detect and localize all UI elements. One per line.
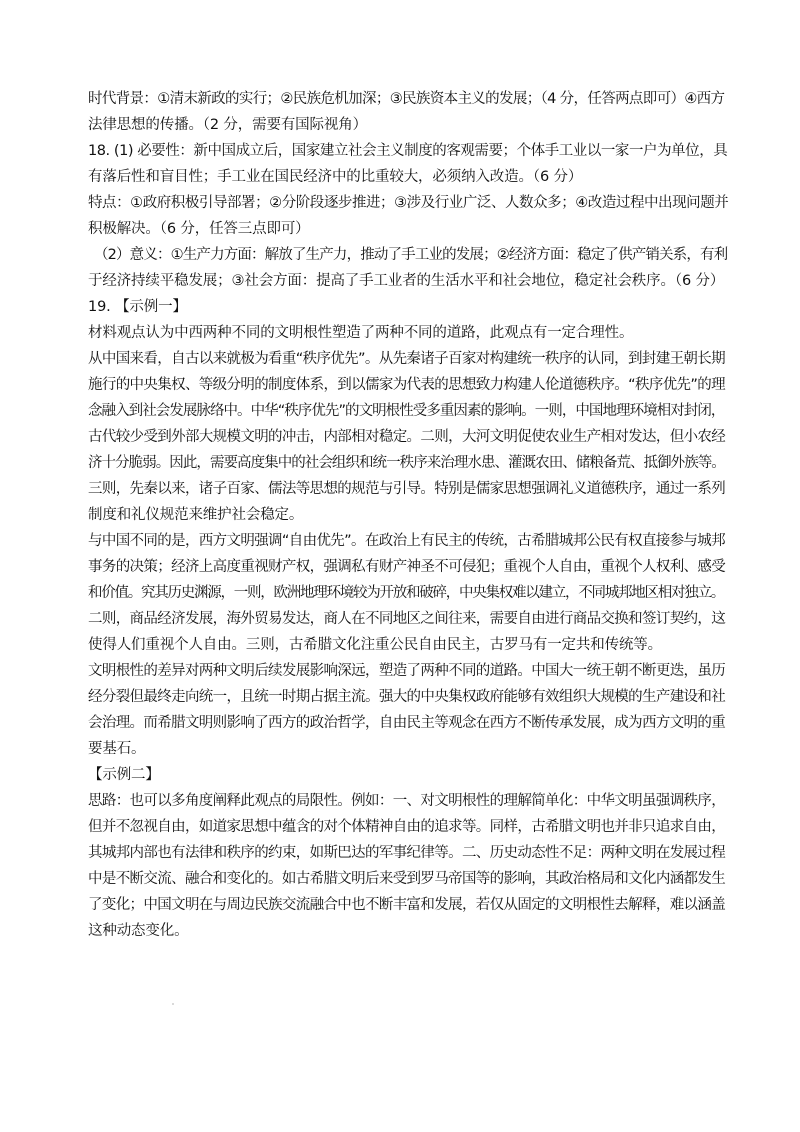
text-line: 于经济持续平稳发展；③社会方面：提高了手工业者的生活水平和社会地位，稳定社会秩序。（6 分） bbox=[88, 273, 725, 289]
text-line: 了变化；中国文明在与周边民族交流融合中也不断丰富和发展，若仅从固定的文明根性去解释，难以涵盖 bbox=[88, 897, 726, 913]
text-line: 二则，商品经济发展，海外贸易发达，商人在不同地区之间往来，需要自由进行商品交换和签订契约，这 bbox=[88, 611, 726, 627]
text-line: 使得人们重视个人自由。三则，古希腊文化注重公民自由民主，古罗马有一定共和传统等。 bbox=[88, 637, 662, 653]
text-line: 18. (1) 必要性：新中国成立后，国家建立社会主义制度的客观需要；个体手工业以一家一户为单位，具 bbox=[88, 143, 728, 159]
text-line: 文明根性的差异对两种文明后续发展影响深远，塑造了两种不同的道路。中国大一统王朝不断更迭，虽历 bbox=[88, 663, 726, 679]
text-line: 有落后性和盲目性；手工业在国民经济中的比重较大，必须纳入改造。（6 分） bbox=[88, 169, 583, 185]
text-line: 要基石。 bbox=[88, 741, 146, 757]
text-line: 制度和礼仪规范来维护社会稳定。 bbox=[88, 507, 304, 523]
text-line: 经分裂但最终走向统一，且统一时期占据主流。强大的中央集权政府能够有效组织大规模的生产建设和社 bbox=[88, 689, 726, 705]
text-line: 特点：①政府积极引导部署；②分阶段逐步推进；③涉及行业广泛、人数众多；④改造过程中出现问题并 bbox=[88, 195, 729, 211]
scan-speck bbox=[172, 1003, 174, 1005]
text-line: 思路：也可以多角度阐释此观点的局限性。例如：一、对文明根性的理解简单化：中华文明虽强调秩序， bbox=[88, 793, 726, 809]
text-line: 念融入到社会发展脉络中。中华“秩序优先”的文明根性受多重因素的影响。一则，中国地理环境相对封闭， bbox=[88, 403, 725, 419]
answer-document bbox=[88, 86, 728, 944]
text-line: 从中国来看，自古以来就极为看重“秩序优先”。从先秦诸子百家对构建统一秩序的认同，到封建王朝长期 bbox=[88, 351, 725, 367]
text-line: 会治理。而希腊文明则影响了西方的政治哲学，自由民主等观念在西方不断传承发展，成为西方文明的重 bbox=[88, 715, 726, 731]
text-line: 古代较少受到外部大规模文明的冲击，内部相对稳定。二则，大河文明促使农业生产相对发达，但小农经 bbox=[88, 429, 726, 445]
text-line: 这种动态变化。 bbox=[88, 923, 189, 939]
text-line: 19. 【示例一】 bbox=[88, 299, 187, 315]
text-line: 济十分脆弱。因此，需要高度集中的社会组织和统一秩序来治理水患、灌溉农田、储粮备荒、抵御外族等。 bbox=[88, 455, 725, 471]
text-line: 其城邦内部也有法律和秩序的约束，如斯巴达的军事纪律等。二、历史动态性不足：两种文明在发展过程 bbox=[88, 845, 726, 861]
text-line: 但并不忽视自由，如道家思想中蕴含的对个体精神自由的追求等。同样，古希腊文明也并非只追求自由， bbox=[88, 819, 726, 835]
text-line: 施行的中央集权、等级分明的制度体系，到以儒家为代表的思想致力构建人伦道德秩序。“秩序优先”的理 bbox=[88, 377, 725, 393]
text-line: 中是不断交流、融合和变化的。如古希腊文明后来受到罗马帝国等的影响，其政治格局和文化内涵都发生 bbox=[88, 871, 726, 887]
text-line: 时代背景：①清末新政的实行；②民族危机加深；③民族资本主义的发展；（4 分，任答两点即可）④西方 bbox=[88, 91, 725, 107]
text-line: 与中国不同的是，西方文明强调“自由优先”。在政治上有民主的传统，古希腊城邦公民有权直接参与城邦 bbox=[88, 533, 725, 549]
text-line: （2）意义：①生产力方面：解放了生产力，推动了手工业的发展；②经济方面：稳定了供产销关系，有利 bbox=[94, 247, 728, 263]
text-line: 和价值。究其历史渊源，一则，欧洲地理环境较为开放和破碎，中央集权难以建立，不同城邦地区相对独立。 bbox=[88, 585, 724, 601]
text-line: 积极解决。（6 分，任答三点即可） bbox=[88, 221, 310, 237]
text-line: 材料观点认为中西两种不同的文明根性塑造了两种不同的道路，此观点有一定合理性。 bbox=[88, 325, 634, 341]
text-line: 法律思想的传播。（2 分，需要有国际视角） bbox=[88, 117, 367, 133]
text-line: 事务的决策；经济上高度重视财产权，强调私有财产神圣不可侵犯；重视个人自由，重视个人权利、感受 bbox=[88, 559, 726, 575]
text-line: 【示例二】 bbox=[88, 767, 160, 783]
text-line: 三则，先秦以来，诸子百家、儒法等思想的规范与引导。特别是儒家思想强调礼义道德秩序，通过一系列 bbox=[88, 481, 726, 497]
